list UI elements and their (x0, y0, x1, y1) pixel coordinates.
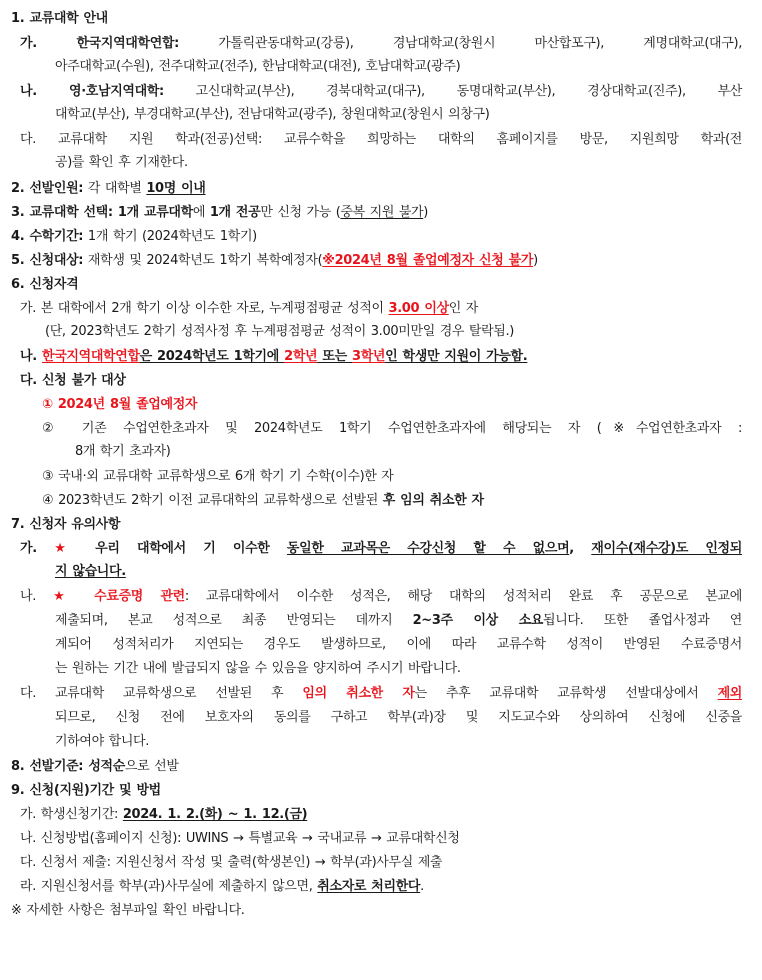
section-9-da-line: 다. 신청서 제출: 지원신청서 작성 및 출력(학생본인) → 학부(과)사무실 제출 (20, 855, 443, 870)
section-6-item-3: ③ 국내·외 교류대학 교류학생으로 6개 학기 기 수학(이수)한 자 (42, 469, 394, 484)
section-6-heading: 6. 신청자격 (11, 277, 79, 292)
section-5-line: 5. 신청대상: 재학생 및 2024학년도 1학기 복학예정자(※2024년 8월 졸업예정자 신청 불가) (11, 253, 538, 268)
section-9-ra-line: 라. 지원신청서를 학부(과)사무실에 제출하지 않으면, 취소자로 처리한다. (20, 879, 424, 894)
section-6-item-2-line1: ② 기존 수업연한초과자 및 2024학년도 1학기 수업연한초과자에 해당되는 자 (※수업연한초과자 : (42, 421, 742, 436)
section-9-ga-line: 가. 학생신청기간: 2024. 1. 2.(화) ~ 1. 12.(금) (20, 807, 308, 822)
section-6-na-line: 나. 한국지역대학연합은 2024학년도 1학기에 2학년 또는 3학년인 학생만 지원이 가능함. (20, 349, 528, 364)
section-6-ga-line: 가. 본 대학에서 2개 학기 이상 이수한 자로, 누계평점평균 성적이 3.00 이상인 자 (20, 301, 478, 316)
section-9-na-line: 나. 신청방법(홈페이지 신청): UWINS → 특별교육 → 국내교류 → 교류대학신청 (20, 831, 460, 846)
section-3-line: 3. 교류대학 선택: 1개 교류대학에 1개 전공만 신청 가능 (중복 지원 불가) (11, 205, 428, 220)
section-6-da-heading: 다. 신청 불가 대상 (20, 373, 126, 388)
section-1-ga-line2: 아주대학교(수원), 전주대학교(전주), 한남대학교(대전), 호남대학교(광주) (55, 59, 461, 74)
section-6-item-1: ① 2024년 8월 졸업예정자 (42, 397, 198, 412)
section-7-na-line3: 계되어 성적처리가 지연되는 경우도 발생하므로, 이에 따라 교류수학 성적이 반영된 수료증명서 (55, 637, 742, 652)
section-1-heading: 1. 교류대학 안내 (11, 11, 108, 26)
section-2-line: 2. 선발인원: 각 대학별 10명 이내 (11, 181, 206, 196)
section-7-ga-line1: 가. ★ 우리 대학에서 기 이수한 동일한 교과목은 수강신청 할 수 없으며, 재이수(재수강)도 인정되 (20, 541, 742, 556)
section-1-na-line1: 나. 영·호남지역대학: 고신대학교(부산), 경북대학교(대구), 동명대학교(부산), 경상대학교(진주), 부산 (20, 84, 742, 99)
section-6-item-2-line2: 8개 학기 초과자) (75, 444, 171, 459)
section-1-da-line2: 공)를 확인 후 기재한다. (55, 155, 188, 170)
section-7-da-line2: 되므로, 신청 전에 보호자의 동의를 구하고 학부(과)장 및 지도교수와 상의하여 신청에 신중을 (55, 710, 742, 725)
section-1-da-line1: 다. 교류대학 지원 학과(전공)선택: 교류수학을 희망하는 대학의 홈페이지를 방문, 지원희망 학과(전 (20, 132, 742, 147)
section-7-da-line1: 다. 교류대학 교류학생으로 선발된 후 임의 취소한 자는 추후 교류대학 교류학생 선발대상에서 제외 (20, 686, 742, 701)
attachment-note: ※ 자세한 사항은 첨부파일 확인 바랍니다. (11, 903, 245, 918)
section-7-na-line4: 는 원하는 기간 내에 발급되지 않을 수 있음을 양지하여 주시기 바랍니다. (55, 661, 461, 676)
section-1-na-line2: 대학교(부산), 부경대학교(부산), 전남대학교(광주), 창원대학교(창원시 의창구) (55, 107, 490, 122)
section-1-ga-line1: 가. 한국지역대학연합: 가톨릭관동대학교(강릉), 경남대학교(창원시 마산합포구), 계명대학교(대구), (20, 36, 742, 51)
section-6-ga-note: (단, 2023학년도 2학기 성적사정 후 누계평점평균 성적이 3.00미만일 경우 탈락됨.) (45, 324, 515, 339)
section-7-heading: 7. 신청자 유의사항 (11, 517, 121, 532)
section-4-line: 4. 수학기간: 1개 학기 (2024학년도 1학기) (11, 229, 257, 244)
section-7-na-line1: 나. ★ 수료증명 관련: 교류대학에서 이수한 성적은, 해당 대학의 성적처리 완료 후 공문으로 본교에 (20, 589, 742, 604)
section-6-item-4: ④ 2023학년도 2학기 이전 교류대학의 교류학생으로 선발된 후 임의 취소한 자 (42, 493, 484, 508)
section-9-heading: 9. 신청(지원)기간 및 방법 (11, 783, 161, 798)
section-7-da-line3: 기하여야 합니다. (55, 734, 150, 749)
section-7-ga-line2: 지 않습니다. (55, 564, 126, 579)
section-7-na-line2: 제출되며, 본교 성적으로 최종 반영되는 데까지 2~3주 이상 소요됩니다. 또한 졸업사정과 연 (55, 613, 743, 628)
section-8-line: 8. 선발기준: 성적순으로 선발 (11, 759, 179, 774)
